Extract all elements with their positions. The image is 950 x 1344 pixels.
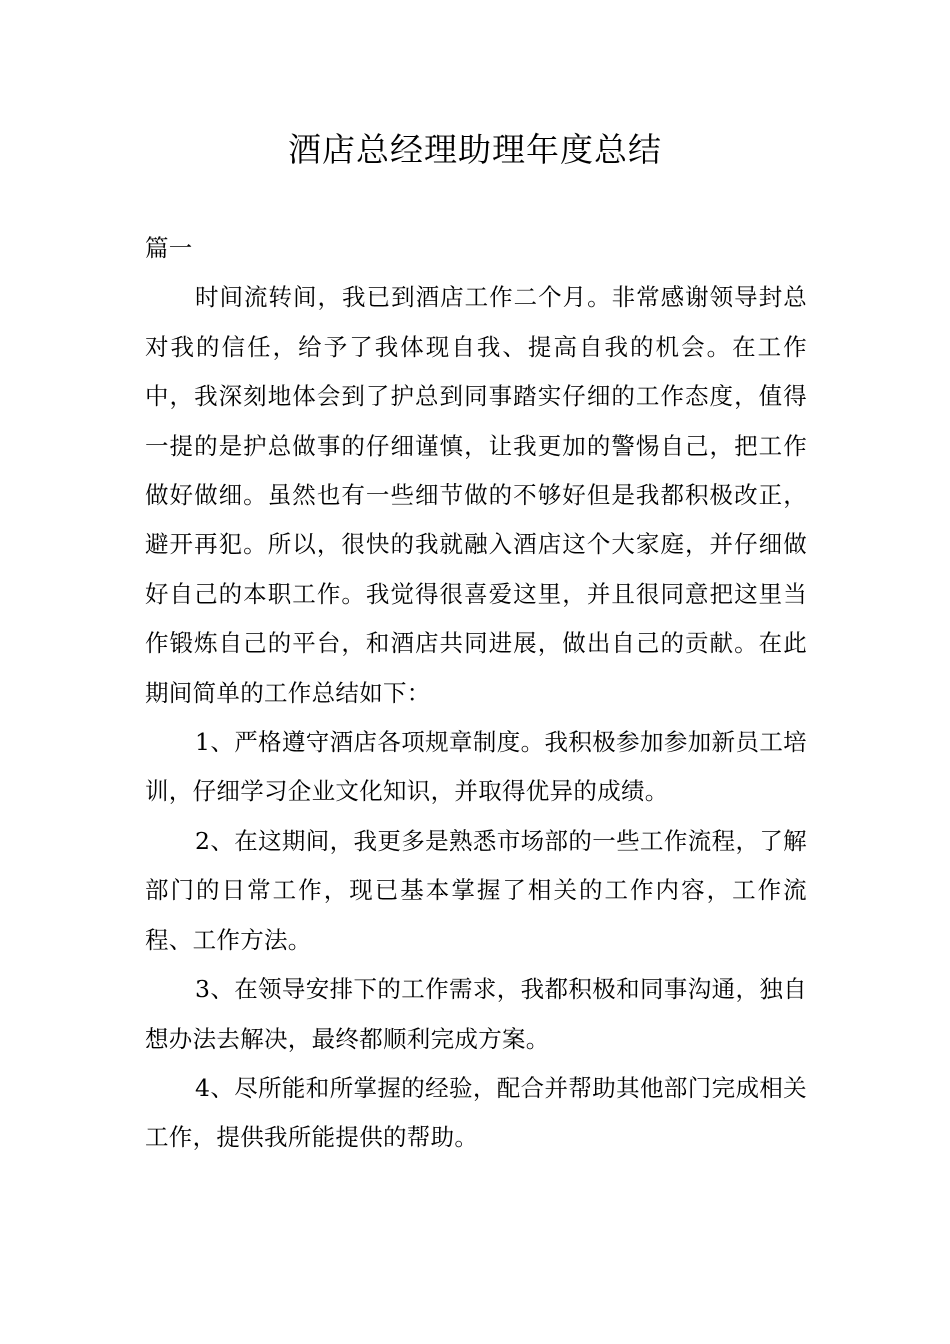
summary-item-4: 4、尽所能和所掌握的经验，配合并帮助其他部门完成相关工作，提供我所能提供的帮助。: [145, 1073, 807, 1152]
document-title: 酒店总经理助理年度总结: [288, 130, 662, 169]
intro-paragraph: 时间流转间，我已到酒店工作二个月。非常感谢领导封总对我的信任，给予了我体现自我、提高自我的机会。在工作中，我深刻地体会到了护总到同事踏实仔细的工作态度，值得一提的是护总做事的仔细谨慎，让我更加的警惕自己，把工作做好做细。虽然也有一些细节做的不够好但是我都积极改正，避开再犯。所以，很快的我就融入酒店这个大家庭，并仔细做好自己的本职工作。我觉得很喜爱这里，并且很同意把这里当作锻炼自己的平台，和酒店共同进展，做出自己的贡献。在此期间简单的工作总结如下：: [145, 283, 807, 707]
document-body: [145, 224, 807, 1163]
summary-item-2: 2、在这期间，我更多是熟悉市场部的一些工作流程，了解部门的日常工作，现已基本掌握了相关的工作内容，工作流程、工作方法。: [145, 826, 807, 954]
section-label: 篇一: [145, 234, 193, 262]
summary-item-1: 1、严格遵守酒店各项规章制度。我积极参加参加新员工培训，仔细学习企业文化知识，并取得优异的成绩。: [145, 728, 807, 806]
summary-item-3: 3、在领导安排下的工作需求，我都积极和同事沟通，独自想办法去解决，最终都顺利完成方案。: [145, 975, 807, 1053]
